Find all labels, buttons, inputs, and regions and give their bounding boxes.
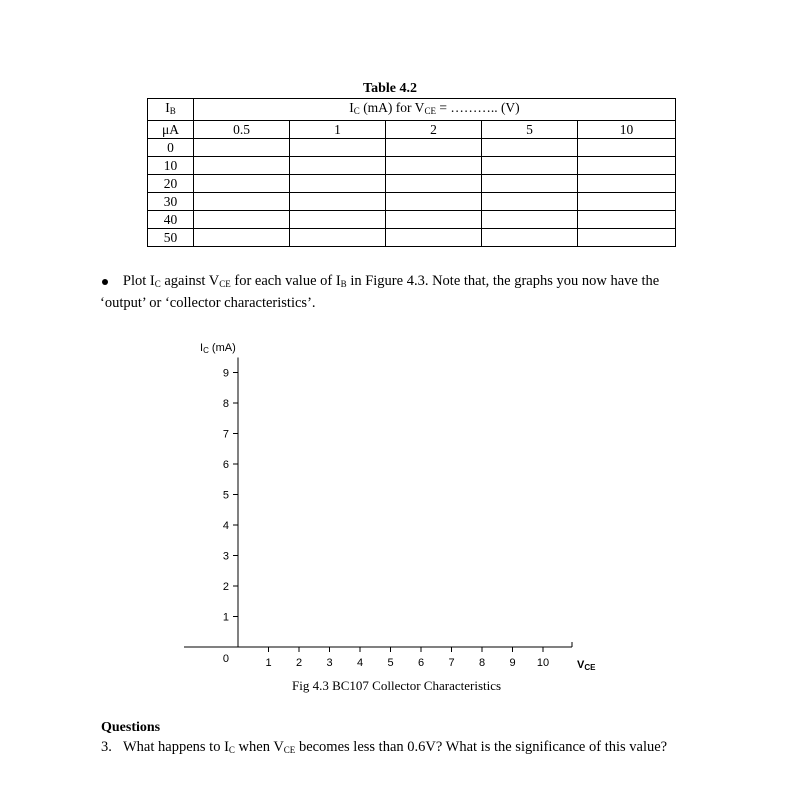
x-tick-label: 9 [509, 657, 516, 669]
x-tick-label: 6 [417, 657, 425, 669]
instruction-paragraph: Plot $I_C$ against $V_{CE}$ for each value of $I_B$ in Figure 4.3. Note that, the graphs you now have the ‘output’ or ‘collector characteristics’. [100, 273, 660, 311]
ib-value: 50 [148, 229, 194, 247]
header-ib: $I_B$ [148, 99, 194, 121]
x-tick-label: 10 [536, 657, 550, 669]
x-tick-label: 8 [478, 657, 486, 669]
vce-value: 1 [290, 121, 386, 139]
y-axis-label: IC (mA) [200, 342, 236, 355]
x-tick-label: 7 [448, 657, 455, 669]
x-tick-label: 5 [387, 657, 394, 669]
y-tick-label: 3 [222, 550, 229, 563]
vce-value: 0.5 [194, 121, 290, 139]
unit-label: μA [148, 121, 194, 139]
y-tick-label: 1 [222, 611, 229, 624]
ib-value: 20 [148, 175, 194, 193]
figure-caption: Fig 4.3 BC107 Collector Characteristics [292, 678, 502, 693]
ib-value: 30 [148, 193, 194, 211]
ib-value: 0 [148, 139, 194, 157]
table-title: Table 4.2 [363, 81, 417, 96]
x-tick-label: 3 [326, 657, 333, 669]
y-tick-label: 5 [222, 489, 229, 502]
x-tick-label: 1 [265, 657, 272, 669]
question-text: What happens to $I_C$ when $V_{CE}$ becomes less than 0.6V? What is the significance of this value? [123, 739, 668, 755]
x-tick-label: 2 [295, 657, 303, 669]
x-axis-label: VCE [577, 659, 596, 672]
y-tick-label: 2 [222, 581, 229, 593]
vce-value: 5 [482, 121, 578, 139]
y-tick-label: 7 [222, 428, 229, 441]
y-tick-label: 8 [222, 398, 229, 410]
ib-value: 10 [148, 157, 194, 175]
ib-value: 40 [148, 211, 194, 229]
vce-value: 2 [386, 121, 482, 139]
y-tick-label: 6 [222, 459, 229, 471]
question-3 [101, 738, 686, 760]
origin-label: 0 [222, 653, 229, 665]
y-tick-label: 9 [222, 367, 229, 380]
vce-value: 10 [578, 121, 676, 139]
header-ic-vce: $I_C$ (mA) for $V_{CE}$ = ……….. (V) [194, 99, 676, 121]
question-number: 3. [101, 739, 112, 755]
questions-heading: Questions [101, 720, 161, 735]
y-tick-label: 4 [222, 520, 229, 532]
x-tick-label: 4 [356, 657, 364, 669]
